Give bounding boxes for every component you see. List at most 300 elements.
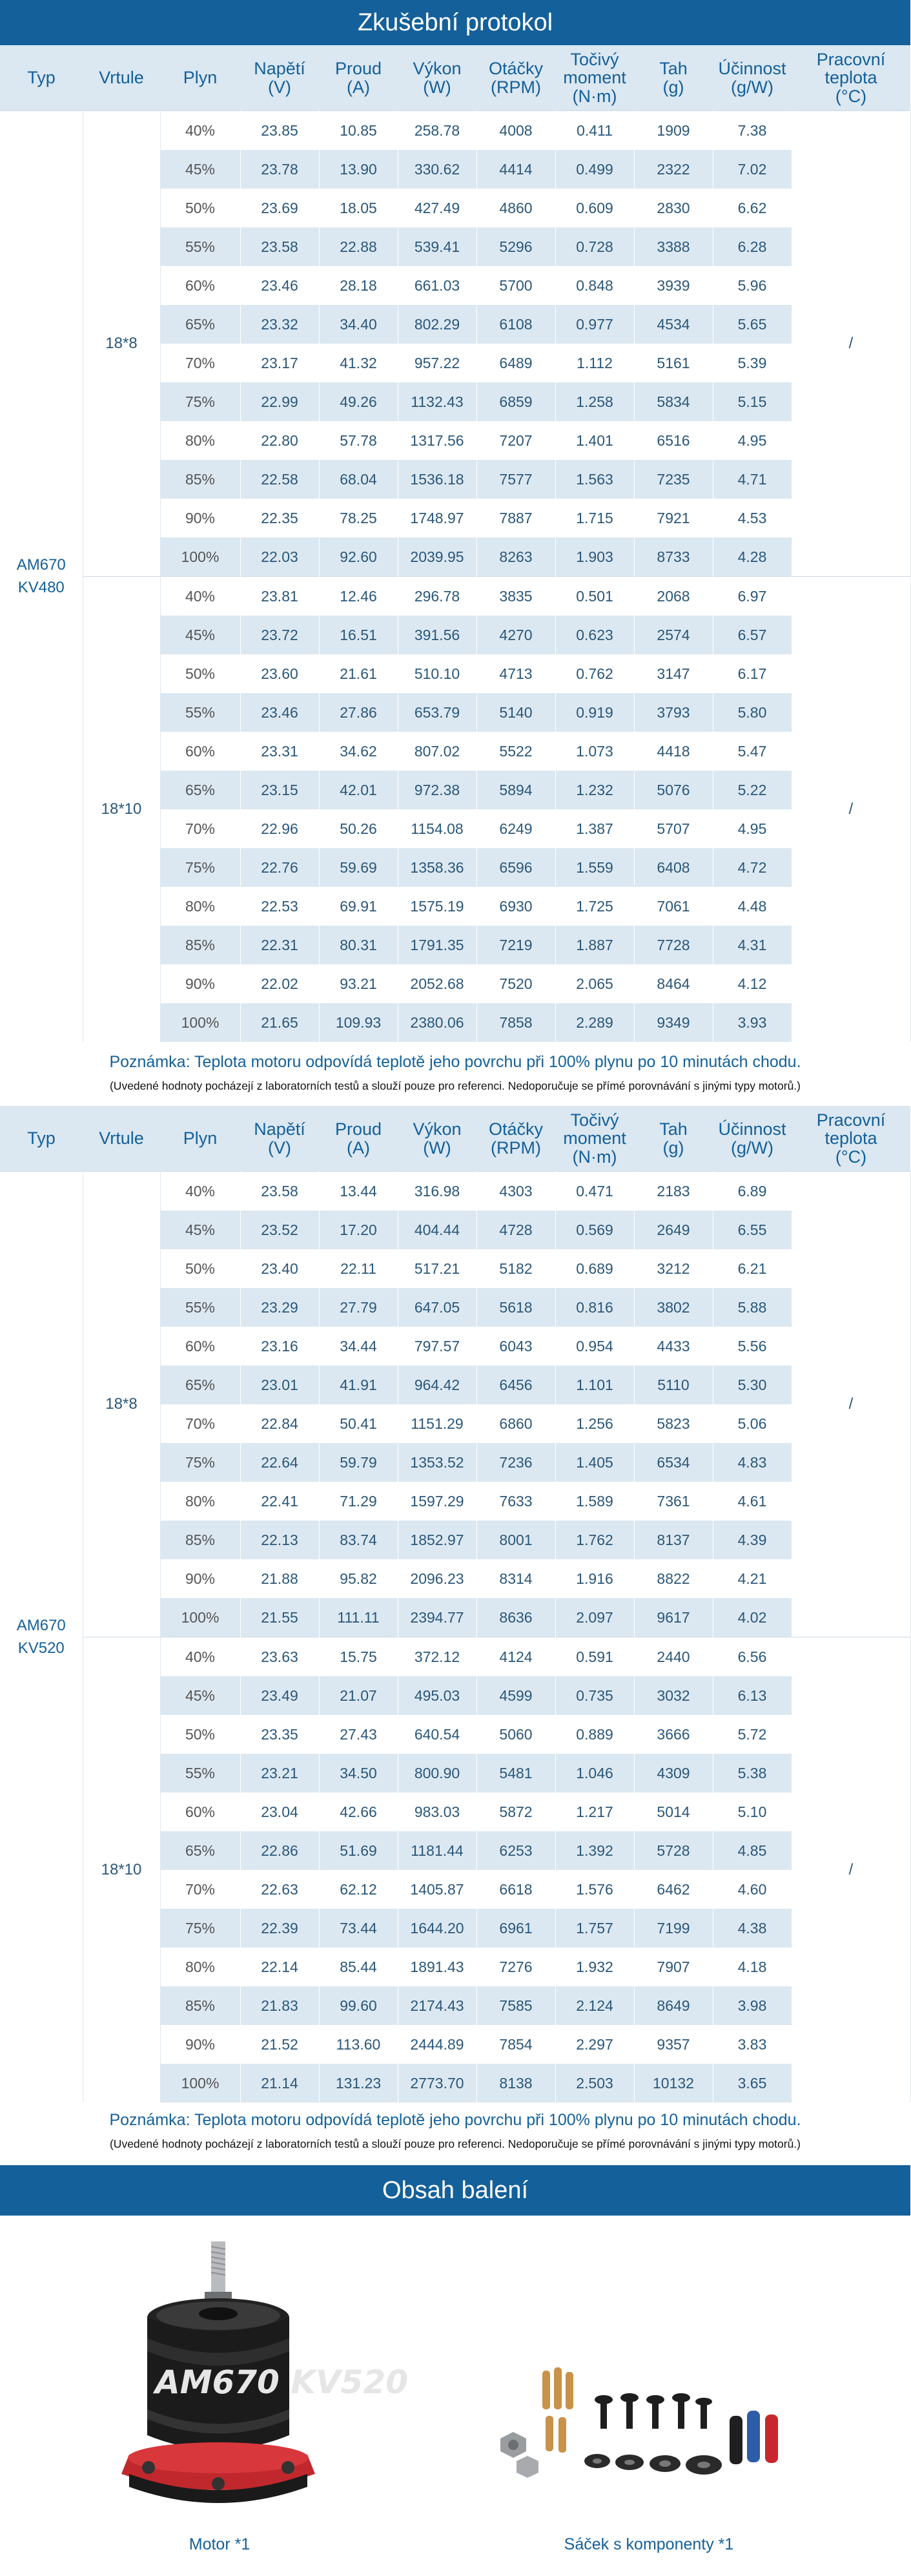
efficiency-cell: 6.28 [713,227,792,266]
current-cell: 18.05 [319,189,398,227]
column-header: Vrtule [83,1106,160,1172]
voltage-cell: 23.78 [240,150,319,189]
efficiency-cell: 5.10 [713,1792,792,1831]
current-cell: 113.60 [319,2025,398,2064]
current-cell: 49.26 [319,382,398,421]
current-cell: 27.79 [319,1288,398,1327]
throttle-cell: 90% [160,1559,240,1598]
thrust-cell: 4418 [634,732,713,771]
efficiency-cell: 4.38 [713,1909,792,1948]
power-cell: 802.29 [398,305,476,344]
rpm-cell: 7577 [476,460,555,499]
torque-cell: 0.848 [555,266,634,305]
power-cell: 1536.18 [398,460,476,499]
voltage-cell: 23.32 [240,305,319,344]
throttle-cell: 65% [160,1831,240,1870]
throttle-cell: 55% [160,693,240,732]
power-cell: 1132.43 [398,382,476,421]
torque-cell: 1.401 [555,421,634,460]
power-cell: 1151.29 [398,1404,476,1443]
current-cell: 15.75 [319,1637,398,1677]
throttle-cell: 90% [160,964,240,1003]
torque-cell: 1.112 [555,344,634,382]
torque-cell: 1.589 [555,1482,634,1521]
torque-cell: 1.887 [555,926,634,964]
voltage-cell: 22.41 [240,1482,319,1521]
efficiency-cell: 3.93 [713,1003,792,1042]
current-cell: 13.44 [319,1172,398,1211]
voltage-cell: 23.52 [240,1210,319,1249]
torque-cell: 1.073 [555,732,634,771]
throttle-cell: 60% [160,732,240,771]
table-row [0,577,910,616]
voltage-cell: 23.85 [240,111,319,151]
thrust-cell: 5110 [634,1366,713,1404]
thrust-cell: 8464 [634,964,713,1003]
power-cell: 372.12 [398,1637,476,1677]
torque-cell: 0.919 [555,693,634,732]
throttle-cell: 55% [160,1754,240,1792]
throttle-cell: 85% [160,460,240,499]
throttle-cell: 60% [160,1327,240,1366]
throttle-cell: 100% [160,1598,240,1637]
torque-cell: 1.559 [555,848,634,887]
efficiency-cell: 4.18 [713,1948,792,1986]
voltage-cell: 23.72 [240,616,319,654]
throttle-cell: 70% [160,344,240,382]
throttle-cell: 85% [160,926,240,964]
current-cell: 21.61 [319,654,398,693]
thrust-cell: 4534 [634,305,713,344]
rpm-cell: 8001 [476,1521,555,1559]
throttle-cell: 55% [160,1288,240,1327]
power-cell: 1353.52 [398,1443,476,1482]
rpm-cell: 7520 [476,964,555,1003]
current-cell: 16.51 [319,616,398,654]
rpm-cell: 4713 [476,654,555,693]
efficiency-cell: 5.15 [713,382,792,421]
throttle-cell: 85% [160,1986,240,2025]
efficiency-cell: 4.53 [713,499,792,537]
column-header: Tah (g) [634,45,713,111]
voltage-cell: 22.13 [240,1521,319,1559]
current-cell: 111.11 [319,1598,398,1637]
voltage-cell: 21.52 [240,2025,319,2064]
current-cell: 50.26 [319,809,398,848]
column-header: Napětí (V) [240,1106,319,1172]
rpm-cell: 4008 [476,111,555,151]
torque-cell: 0.889 [555,1715,634,1754]
power-cell: 957.22 [398,344,476,382]
voltage-cell: 22.14 [240,1948,319,1986]
power-cell: 495.03 [398,1676,476,1715]
thrust-cell: 5707 [634,809,713,848]
voltage-cell: 23.17 [240,344,319,382]
efficiency-cell: 4.85 [713,1831,792,1870]
efficiency-cell: 3.65 [713,2064,792,2103]
voltage-cell: 22.02 [240,964,319,1003]
throttle-cell: 70% [160,1404,240,1443]
rpm-cell: 6108 [476,305,555,344]
throttle-cell: 60% [160,266,240,305]
thrust-cell: 8733 [634,537,713,577]
current-cell: 42.01 [319,771,398,809]
power-cell: 661.03 [398,266,476,305]
column-header: Výkon (W) [398,1106,476,1172]
rpm-cell: 6859 [476,382,555,421]
power-cell: 1644.20 [398,1909,476,1948]
efficiency-cell: 4.02 [713,1598,792,1637]
test-table-kv520 [0,1106,911,2103]
thrust-cell: 9357 [634,2025,713,2064]
efficiency-cell: 6.56 [713,1637,792,1677]
voltage-cell: 22.64 [240,1443,319,1482]
efficiency-cell: 4.31 [713,926,792,964]
power-cell: 2052.68 [398,964,476,1003]
efficiency-cell: 5.56 [713,1327,792,1366]
throttle-cell: 50% [160,1715,240,1754]
column-header: Točivý moment (N·m) [555,45,634,111]
current-cell: 109.93 [319,1003,398,1042]
efficiency-cell: 5.06 [713,1404,792,1443]
efficiency-cell: 5.65 [713,305,792,344]
voltage-cell: 22.76 [240,848,319,887]
rpm-cell: 4270 [476,616,555,654]
efficiency-cell: 4.48 [713,887,792,926]
column-header: Účinnost (g/W) [713,45,792,111]
power-cell: 1891.43 [398,1948,476,1986]
throttle-cell: 100% [160,1003,240,1042]
power-cell: 653.79 [398,693,476,732]
thrust-cell: 5161 [634,344,713,382]
propeller-size: 18*10 [83,577,160,1043]
current-cell: 21.07 [319,1676,398,1715]
propeller-size: 18*8 [83,1172,160,1637]
package-title: Obsah balení [382,2176,529,2204]
rpm-cell: 6253 [476,1831,555,1870]
power-cell: 330.62 [398,150,476,189]
torque-cell: 0.569 [555,1210,634,1249]
power-cell: 1791.35 [398,926,476,964]
power-cell: 1358.36 [398,848,476,887]
thrust-cell: 7235 [634,460,713,499]
current-cell: 78.25 [319,499,398,537]
torque-cell: 1.392 [555,1831,634,1870]
efficiency-cell: 4.95 [713,809,792,848]
thrust-cell: 3666 [634,1715,713,1754]
efficiency-cell: 3.98 [713,1986,792,2025]
efficiency-cell: 5.96 [713,266,792,305]
voltage-cell: 22.53 [240,887,319,926]
voltage-cell: 22.35 [240,499,319,537]
throttle-cell: 80% [160,421,240,460]
torque-cell: 0.689 [555,1249,634,1288]
throttle-cell: 65% [160,771,240,809]
note-block-1 [0,1053,910,1093]
torque-cell: 1.725 [555,887,634,926]
throttle-cell: 45% [160,1210,240,1249]
power-cell: 258.78 [398,111,476,151]
power-cell: 296.78 [398,577,476,616]
thrust-cell: 5728 [634,1831,713,1870]
efficiency-cell: 5.47 [713,732,792,771]
throttle-cell: 55% [160,227,240,266]
thrust-cell: 8649 [634,1986,713,2025]
efficiency-cell: 5.72 [713,1715,792,1754]
throttle-cell: 65% [160,1366,240,1404]
voltage-cell: 21.83 [240,1986,319,2025]
power-cell: 2096.23 [398,1559,476,1598]
throttle-cell: 100% [160,2064,240,2103]
rpm-cell: 4860 [476,189,555,227]
current-cell: 34.62 [319,732,398,771]
voltage-cell: 22.63 [240,1870,319,1909]
torque-cell: 0.471 [555,1172,634,1211]
throttle-cell: 80% [160,1482,240,1521]
torque-cell: 2.065 [555,964,634,1003]
torque-cell: 1.903 [555,537,634,577]
torque-cell: 0.591 [555,1637,634,1677]
motor-type: AM670 KV480 [0,111,83,1043]
rpm-cell: 6489 [476,344,555,382]
column-header: Otáčky (RPM) [476,1106,555,1172]
efficiency-cell: 6.13 [713,1676,792,1715]
throttle-cell: 75% [160,1909,240,1948]
thrust-cell: 3802 [634,1288,713,1327]
rpm-cell: 6596 [476,848,555,887]
power-cell: 2394.77 [398,1598,476,1637]
column-header: Typ [0,45,83,111]
column-header: Typ [0,1106,83,1172]
voltage-cell: 22.84 [240,1404,319,1443]
thrust-cell: 2830 [634,189,713,227]
torque-cell: 0.499 [555,150,634,189]
thrust-cell: 3032 [634,1676,713,1715]
current-cell: 10.85 [319,111,398,151]
voltage-cell: 23.15 [240,771,319,809]
voltage-cell: 22.03 [240,537,319,577]
torque-cell: 1.916 [555,1559,634,1598]
current-cell: 57.78 [319,421,398,460]
operating-temperature: / [792,577,910,1043]
throttle-cell: 40% [160,1172,240,1211]
current-cell: 22.88 [319,227,398,266]
rpm-cell: 4728 [476,1210,555,1249]
note-block-2 [0,2111,910,2151]
efficiency-cell: 6.62 [713,189,792,227]
thrust-cell: 5823 [634,1404,713,1443]
rpm-cell: 6043 [476,1327,555,1366]
voltage-cell: 23.81 [240,577,319,616]
current-cell: 71.29 [319,1482,398,1521]
operating-temperature: / [792,1172,910,1637]
thrust-cell: 3793 [634,693,713,732]
rpm-cell: 4599 [476,1676,555,1715]
rpm-cell: 8314 [476,1559,555,1598]
throttle-cell: 45% [160,1676,240,1715]
throttle-cell: 90% [160,2025,240,2064]
voltage-cell: 23.31 [240,732,319,771]
efficiency-cell: 4.28 [713,537,792,577]
power-cell: 1575.19 [398,887,476,926]
thrust-cell: 2068 [634,577,713,616]
torque-cell: 0.728 [555,227,634,266]
throttle-cell: 40% [160,111,240,151]
rpm-cell: 5894 [476,771,555,809]
throttle-cell: 45% [160,616,240,654]
torque-cell: 1.757 [555,1909,634,1948]
rpm-cell: 6930 [476,887,555,926]
rpm-cell: 6618 [476,1870,555,1909]
current-cell: 27.43 [319,1715,398,1754]
current-cell: 62.12 [319,1870,398,1909]
efficiency-cell: 5.88 [713,1288,792,1327]
efficiency-cell: 6.55 [713,1210,792,1249]
package-banner [0,2165,910,2216]
torque-cell: 0.762 [555,654,634,693]
efficiency-cell: 5.38 [713,1754,792,1792]
title-banner [0,0,910,45]
power-cell: 640.54 [398,1715,476,1754]
voltage-cell: 22.31 [240,926,319,964]
power-cell: 800.90 [398,1754,476,1792]
current-cell: 27.86 [319,693,398,732]
current-cell: 83.74 [319,1521,398,1559]
thrust-cell: 7361 [634,1482,713,1521]
rpm-cell: 6860 [476,1404,555,1443]
power-cell: 2039.95 [398,537,476,577]
power-cell: 2444.89 [398,2025,476,2064]
efficiency-cell: 5.39 [713,344,792,382]
rpm-cell: 8263 [476,537,555,577]
power-cell: 316.98 [398,1172,476,1211]
torque-cell: 1.258 [555,382,634,421]
efficiency-cell: 5.22 [713,771,792,809]
efficiency-cell: 7.38 [713,111,792,151]
rpm-cell: 6961 [476,1909,555,1948]
rpm-cell: 5522 [476,732,555,771]
efficiency-cell: 5.80 [713,693,792,732]
column-header: Otáčky (RPM) [476,45,555,111]
rpm-cell: 7887 [476,499,555,537]
voltage-cell: 23.46 [240,266,319,305]
current-cell: 41.32 [319,344,398,382]
current-cell: 13.90 [319,150,398,189]
column-header: Pracovní teplota (°C) [792,45,910,111]
rpm-cell: 5296 [476,227,555,266]
current-cell: 51.69 [319,1831,398,1870]
voltage-cell: 21.55 [240,1598,319,1637]
efficiency-cell: 4.60 [713,1870,792,1909]
torque-cell: 2.124 [555,1986,634,2025]
current-cell: 59.69 [319,848,398,887]
efficiency-cell: 4.39 [713,1521,792,1559]
efficiency-cell: 7.02 [713,150,792,189]
throttle-cell: 90% [160,499,240,537]
thrust-cell: 1909 [634,111,713,151]
torque-cell: 2.097 [555,1598,634,1637]
thrust-cell: 7061 [634,887,713,926]
throttle-cell: 75% [160,848,240,887]
thrust-cell: 8137 [634,1521,713,1559]
torque-cell: 1.762 [555,1521,634,1559]
thrust-cell: 2440 [634,1637,713,1677]
torque-cell: 1.563 [555,460,634,499]
torque-cell: 0.623 [555,616,634,654]
rpm-cell: 5182 [476,1249,555,1288]
efficiency-cell: 4.61 [713,1482,792,1521]
motor-caption: Motor *1 [189,2535,251,2553]
table-header-row [0,45,910,111]
torque-cell: 1.576 [555,1870,634,1909]
rpm-cell: 6249 [476,809,555,848]
torque-cell: 0.735 [555,1676,634,1715]
propeller-size: 18*10 [83,1637,160,2103]
voltage-cell: 23.63 [240,1637,319,1677]
throttle-cell: 75% [160,1443,240,1482]
torque-cell: 1.405 [555,1443,634,1482]
current-cell: 34.50 [319,1754,398,1792]
rpm-cell: 5618 [476,1288,555,1327]
thrust-cell: 3939 [634,266,713,305]
torque-cell: 1.046 [555,1754,634,1792]
power-cell: 1405.87 [398,1870,476,1909]
current-cell: 131.23 [319,2064,398,2103]
voltage-cell: 23.40 [240,1249,319,1288]
current-cell: 85.44 [319,1948,398,1986]
thrust-cell: 5076 [634,771,713,809]
efficiency-cell: 6.17 [713,654,792,693]
voltage-cell: 23.29 [240,1288,319,1327]
voltage-cell: 23.49 [240,1676,319,1715]
torque-cell: 1.256 [555,1404,634,1443]
thrust-cell: 4309 [634,1754,713,1792]
rpm-cell: 5140 [476,693,555,732]
torque-cell: 2.289 [555,1003,634,1042]
throttle-cell: 45% [160,150,240,189]
efficiency-cell: 4.21 [713,1559,792,1598]
thrust-cell: 5014 [634,1792,713,1831]
column-header: Proud (A) [319,45,398,111]
torque-cell: 0.501 [555,577,634,616]
efficiency-cell: 4.83 [713,1443,792,1482]
power-cell: 972.38 [398,771,476,809]
column-header: Proud (A) [319,1106,398,1172]
rpm-cell: 7207 [476,421,555,460]
torque-cell: 0.609 [555,189,634,227]
efficiency-cell: 6.89 [713,1172,792,1211]
power-cell: 797.57 [398,1327,476,1366]
torque-cell: 1.101 [555,1366,634,1404]
throttle-cell: 65% [160,305,240,344]
power-cell: 807.02 [398,732,476,771]
current-cell: 68.04 [319,460,398,499]
note-main: Poznámka: Teplota motoru odpovídá teplotě jeho povrchu při 100% plynu po 10 minutách chodu. [109,2111,801,2129]
torque-cell: 0.816 [555,1288,634,1327]
throttle-cell: 80% [160,887,240,926]
test-table-kv480 [0,45,911,1042]
torque-cell: 1.217 [555,1792,634,1831]
thrust-cell: 6408 [634,848,713,887]
current-cell: 12.46 [319,577,398,616]
power-cell: 539.41 [398,227,476,266]
voltage-cell: 22.39 [240,1909,319,1948]
current-cell: 95.82 [319,1559,398,1598]
power-cell: 510.10 [398,654,476,693]
throttle-cell: 85% [160,1521,240,1559]
voltage-cell: 23.04 [240,1792,319,1831]
efficiency-cell: 6.97 [713,577,792,616]
